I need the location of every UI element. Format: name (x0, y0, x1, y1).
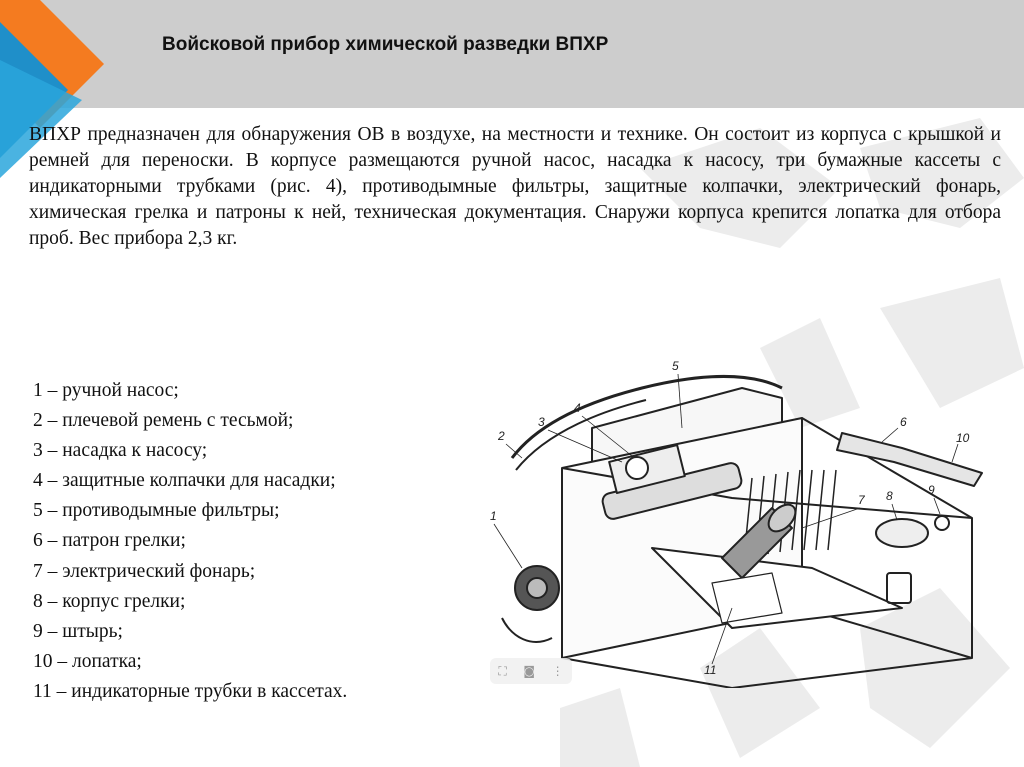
list-item: 4 – защитные колпачки для насадки; (33, 470, 336, 492)
list-item: 8 – корпус грелки; (33, 590, 186, 612)
clasp-shape (887, 573, 911, 603)
camera-icon[interactable]: ◙ (523, 664, 536, 678)
crop-icon[interactable]: ⛶ (498, 663, 507, 678)
list-item: 5 – противодымные фильтры; (33, 500, 280, 522)
list-item: 3 – насадка к насосу; (33, 440, 208, 462)
list-item: 7 – электрический фонарь; (33, 560, 256, 582)
list-item: 9 – штырь; (33, 620, 123, 642)
callout-label: 9 (928, 483, 935, 497)
slide-title: Войсковой прибор химической разведки ВПХР (162, 34, 609, 55)
list-item: 10 – лопатка; (33, 650, 142, 672)
callout-label: 5 (672, 359, 679, 373)
callout-label: 4 (574, 401, 581, 415)
callout-label: 8 (886, 489, 893, 503)
heater-shape (876, 519, 928, 547)
callout-label: 2 (498, 429, 505, 443)
device-illustration (482, 358, 1014, 688)
list-item: 6 – патрон грелки; (33, 530, 186, 552)
more-icon[interactable]: ⋮ (551, 664, 564, 678)
description-paragraph: ВПХР предназначен для обнаружения ОВ в воздухе, на местности и технике. Он состоит из корпуса с крышкой и ремней для переноски. В корпусе размещаются ручной насос, насадка к насосу, три бумажные кассеты с индикаторными трубками (рис. 4), противодымные фильтры, защитные колпачки, электрический фонарь, химическая грелка и патроны к ней, техническая документация. Снаружи корпуса крепится лопатка для отбора проб. Вес прибора 2,3 кг. (29, 124, 1001, 249)
callout-label: 1 (490, 509, 497, 523)
pin-shape (935, 516, 949, 530)
image-toolbar (490, 658, 572, 684)
callout-label: 7 (858, 493, 865, 507)
list-item: 2 – плечевой ремень с тесьмой; (33, 410, 294, 432)
callout-label: 3 (538, 415, 545, 429)
list-item: 11 – индикаторные трубки в кассетах. (33, 680, 348, 702)
callout-label: 11 (704, 663, 717, 677)
list-item: 1 – ручной насос; (33, 380, 179, 401)
callout-label: 10 (956, 431, 970, 445)
callout-label: 6 (900, 415, 907, 429)
parts-list (33, 376, 347, 707)
